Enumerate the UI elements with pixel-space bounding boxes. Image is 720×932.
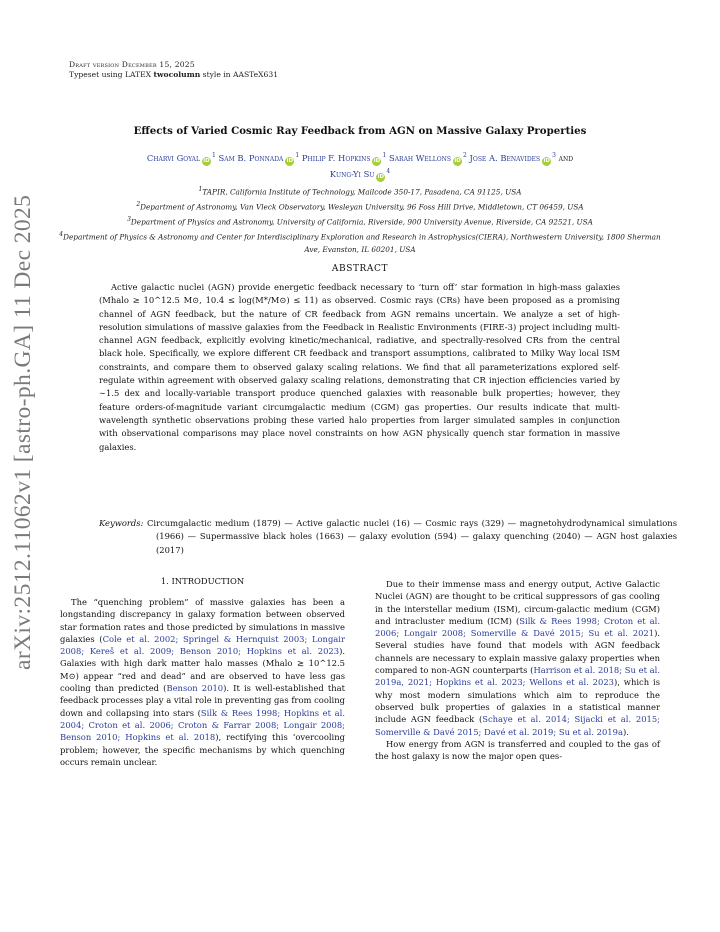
paragraph: How energy from AGN is transferred and coupled to the gas of the host galaxy is now the major open ques- [375, 738, 660, 762]
orcid-icon[interactable]: iD [454, 157, 461, 164]
draft-version: Draft version December 15, 2025 [69, 60, 195, 69]
section-heading: 1. INTRODUCTION [160, 576, 245, 586]
right-column [375, 578, 660, 762]
citation-link[interactable]: Harrison et al. 2018; Su et al. 2019a, 2021; Hopkins et al. 2023; Wellons et al. 2023 [375, 665, 660, 688]
citation-link[interactable]: Schaye et al. 2014; Sijacki et al. 2015; Somerville & Davé 2015; Davé et al. 2019; Su et al. 2019a [375, 714, 661, 737]
affiliation: $^1$TAPIR, California Institute of Technology, Mailcode 350-17, Pasadena, CA 91125, USA [198, 186, 522, 197]
affiliation: $^2$Department of Astronomy, Van Vleck Observatory, Wesleyan University, 96 Foss Hill Drive, Middletown, CT 06459, USA [136, 200, 584, 212]
and-word: and [558, 152, 574, 163]
abstract-heading: ABSTRACT [331, 264, 389, 274]
orcid-icon[interactable]: iD [286, 157, 294, 164]
author-link[interactable]: Charvi Goyal [146, 152, 200, 163]
citation-link[interactable]: Silk & Rees 1998; Hopkins et al. 2004; Croton et al. 2006; Croton & Farrar 2008; Longair 2008; Benson 2010; Hopkins et al. 2018 [60, 707, 345, 743]
abstract-text: Active galactic nuclei (AGN) provide energetic feedback necessary to ‘turn off’ star formation in high-mass galaxies (Mhalo ≥ 10^12.5 M⊙, 10.4 ≤ log(M*/M⊙) ≤ 11) as observed. Cosmic rays (CRs) have been proposed as a promising channel of AGN feedback, but the nature of CR feedback from AGN remains uncertain. We analyze a set of high-resolution simulations of massive galaxies from the Feedback in Realistic Environments (FIRE-3) project including multi-channel AGN feedback, explicitly evolving kinetic/mechanical, radiative, and spectrally-resolved CRs from the central black hole. Specifically, we explore different CR feedback and transport assumptions, calibrated to Milky Way local ISM constraints, and compare them to observed galaxy scaling relations. We find that all parameterizations explored self-regulate within agreement with observed galaxy scaling relations, demonstrating that CR injection efficiencies varied by ∼1.5 dex and locally-variable transport produce quenched galaxies with reasonable bulk properties; however, they feature orders-of-magnitude variant circumgalactic medium (CGM) gas properties. Our results indicate that multi-wavelength synthetic observations probing these varied halo properties from larger simulated samples in conjunction with observational comparisons may place novel constraints on how AGN physically quench star formation in massive galaxies. [99, 282, 620, 452]
keywords [99, 517, 677, 557]
author-link[interactable]: Kung-Yi Su [329, 168, 375, 179]
orcid-icon[interactable]: iD [377, 173, 385, 180]
author-link[interactable]: Jose A. Benavides [469, 152, 541, 163]
left-column [60, 596, 345, 768]
typeset-line: Typeset using LATEX twocolumn style in AASTeX631 [69, 70, 279, 79]
author-list: Charvi Goyal $iD^1$ Sam B. Ponnada $iD^1$ Philip F. Hopkins $iD^1$ Sarah Wellons $iD^2$ Jose A. Benavides $iD^3$ and Kung-Yi Su $iD^4$ [146, 152, 574, 180]
paragraph: Due to their immense mass and energy output, Active Galactic Nuclei (AGN) are thought to be critical suppressors of gas cooling in the interstellar medium (ISM), circum-galactic medium (CGM) and intracluster medium (ICM) (Silk & Rees 1998; Croton et al. 2006; Longair 2008; Somerville & Davé 2015; Su et al. 2021). Several studies have found that models with AGN feedback channels are necessary to explain massive galaxy properties when compared to non-AGN counterparts (Harrison et al. 2018; Su et al. 2019a, 2021; Hopkins et al. 2023; Wellons et al. 2023), which is why most modern simulations which aim to reproduce the observed bulk properties of galaxies in a statistical manner include AGN feedback (Schaye et al. 2014; Sijacki et al. 2015; Somerville & Davé 2015; Davé et al. 2019; Su et al. 2019a). [375, 579, 661, 737]
author-link[interactable]: Sam B. Ponnada [218, 152, 284, 163]
running-header [69, 60, 278, 80]
author-link[interactable]: Sarah Wellons [388, 152, 452, 163]
arxiv-stamp: arXiv:2512.11062v1 [astro-ph.GA] 11 Dec 2025 [10, 194, 36, 670]
orcid-icon[interactable]: iD [373, 157, 381, 164]
affiliation: $^4$Department of Physics & Astronomy and Center for Interdisciplinary Exploration and Research in Astrophysics(CIERA), Northwestern University, 1800 Sherman Ave, Evanston, IL 60201, USA [59, 230, 661, 254]
paragraph: The “quenching problem” of massive galaxies has been a longstanding discrepancy in galaxy formation between observed star formation rates and those predicted by simulations in massive galaxies (Cole et al. 2002; Springel & Hernquist 2003; Longair 2008; Kereš et al. 2009; Benson 2010; Hopkins et al. 2023). Galaxies with high dark matter halo masses (Mhalo ≳ 10^12.5 M⊙) appear “red and dead” and are observed to have less gas cooling than predicted (Benson 2010). It is well-established that feedback processes play a vital role in preventing gas from cooling down and collapsing into stars (Silk & Rees 1998; Hopkins et al. 2004; Croton et al. 2006; Croton & Farrar 2008; Longair 2008; Benson 2010; Hopkins et al. 2018), rectifying this ‘overcooling problem; however, the specific mechanisms by which quenching occurs remain unclear. [60, 597, 345, 767]
author-link[interactable]: Philip F. Hopkins [301, 152, 371, 163]
keywords-label: Keywords: [99, 518, 144, 528]
orcid-icon[interactable]: iD [543, 157, 550, 164]
keywords-text: Circumgalactic medium (1879) — Active galactic nuclei (16) — Cosmic rays (329) — magnetohydrodynamical simulations (1966) — Supermassive black holes (1663) — galaxy evolution (594) — galaxy quenching (2040) — AGN host galaxies (2017) [146, 518, 677, 555]
citation-link[interactable]: Cole et al. 2002; Springel & Hernquist 2003; Longair 2008; Kereš et al. 2009; Benson 2010; Hopkins et al. 2023 [60, 633, 345, 657]
citation-link[interactable]: Silk & Rees 1998; Croton et al. 2006; Longair 2008; Somerville & Davé 2015; Su et al. 2021 [375, 615, 660, 639]
affiliations [52, 184, 668, 256]
paper-title: Effects of Varied Cosmic Ray Feedback from AGN on Massive Galaxy Properties [133, 125, 587, 137]
affiliation: $^3$Department of Physics and Astronomy, University of California, Riverside, 900 University Avenue, Riverside, CA 92521, USA [127, 215, 593, 227]
citation-link[interactable]: Benson 2010 [166, 683, 224, 694]
orcid-icon[interactable]: iD [203, 157, 210, 164]
